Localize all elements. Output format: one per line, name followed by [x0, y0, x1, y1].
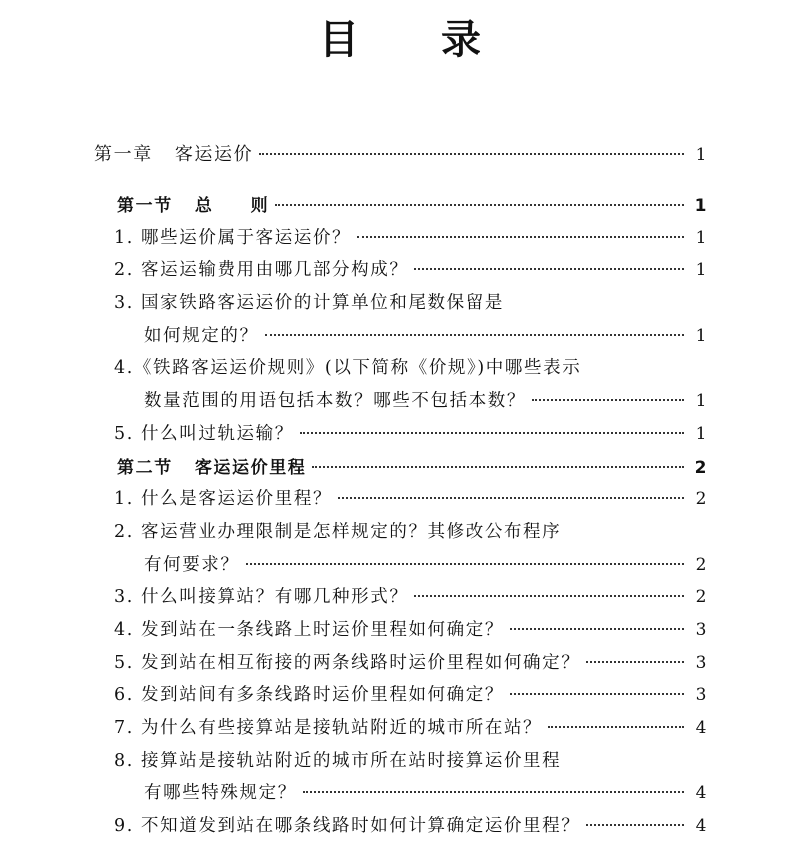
dot-leader — [510, 628, 684, 630]
toc-entry-q — [0, 747, 800, 780]
dot-leader — [414, 595, 684, 597]
dot-leader — [312, 466, 684, 468]
dot-leader — [275, 204, 684, 206]
toc-entry-q — [0, 518, 800, 551]
toc-entry-text: 客运运价里程 — [194, 457, 307, 478]
dot-leader — [259, 153, 684, 155]
toc-entry-q — [0, 616, 800, 649]
toc-page-number: 1 — [695, 391, 708, 412]
toc-page-number: 1 — [695, 423, 708, 444]
dot-leader — [357, 236, 684, 238]
toc-entry-text: 如何规定的？ — [144, 325, 259, 346]
dot-leader — [246, 563, 685, 565]
toc-entry-text: 1. 哪些运价属于客运运价？ — [114, 227, 352, 248]
toc-entry-text: 9. 不知道发到站在哪条线路时如何计算确定运价里程？ — [114, 816, 581, 837]
toc-entry-q — [0, 256, 800, 289]
toc-page-number: 2 — [695, 554, 708, 575]
dot-leader — [300, 432, 684, 434]
dot-leader — [586, 661, 684, 663]
toc-entry-text: 7. 为什么有些接算站是接轨站附近的城市所在站？ — [114, 718, 543, 738]
dot-leader — [338, 497, 684, 499]
toc-page-number: 4 — [695, 816, 708, 837]
dot-leader — [510, 693, 684, 695]
dot-leader — [303, 791, 684, 793]
page-title: 目 录 — [319, 17, 515, 63]
toc-entry-q — [0, 354, 800, 387]
toc-entry-number: 第一节 — [117, 196, 173, 216]
toc-entry-section — [0, 453, 800, 486]
dot-leader — [414, 268, 684, 270]
toc-entry-text: 1. 什么是客运运价里程？ — [114, 489, 333, 510]
toc-entry-text: 2. 客运运输费用由哪几部分构成？ — [114, 260, 409, 281]
toc-entry-cont — [0, 551, 800, 584]
toc-page-number: 1 — [695, 145, 708, 165]
dot-leader — [548, 726, 684, 728]
toc-entry-number: 第一章 — [94, 144, 153, 165]
dot-leader — [586, 824, 684, 826]
toc-page-number: 1 — [695, 260, 708, 281]
toc-page-number: 1 — [695, 325, 708, 346]
toc-entry-text: 有何要求？ — [144, 554, 240, 575]
toc-entry-q — [0, 649, 800, 682]
toc-page-number: 3 — [695, 619, 708, 640]
toc-entry-text: 客运运价 — [174, 144, 254, 165]
toc-entry-cont — [0, 322, 800, 355]
toc-entry-text: 3. 国家铁路客运运价的计算单位和尾数保留是 — [114, 293, 504, 314]
toc-entry-q — [0, 714, 800, 747]
toc-page-number: 4 — [695, 783, 708, 804]
toc-entry-text: 5. 发到站在相互衔接的两条线路时运价里程如何确定？ — [114, 652, 581, 673]
toc-entry-q — [0, 224, 800, 257]
toc-page-number: 3 — [695, 685, 708, 706]
toc-entry-text: 有哪些特殊规定？ — [144, 783, 297, 804]
toc-page-number: 2 — [695, 587, 708, 608]
toc-entry-q — [0, 812, 800, 845]
toc-page-number: 4 — [695, 718, 708, 738]
toc-entry-chapter — [0, 140, 800, 174]
toc-page-number: 1 — [695, 227, 708, 248]
toc-entry-cont — [0, 779, 800, 812]
toc-entry-cont — [0, 387, 800, 420]
toc-entry-text: 总 则 — [194, 196, 270, 216]
toc-page-number: 2 — [695, 489, 708, 510]
dot-leader — [265, 334, 684, 336]
toc-entry-text: 2. 客运营业办理限制是怎样规定的？其修改公布程序 — [114, 521, 562, 542]
toc-entry-text: 6. 发到站间有多条线路时运价里程如何确定？ — [114, 685, 504, 706]
toc-entry-text: 数量范围的用语包括本数？哪些不包括本数？ — [144, 391, 526, 412]
toc-entry-text: 4. 发到站在一条线路上时运价里程如何确定？ — [114, 619, 504, 640]
toc-entry-number: 第二节 — [117, 457, 173, 478]
toc-entry-q — [0, 420, 800, 453]
toc-entry-text: 4.《铁路客运运价规则》(以下简称《价规》)中哪些表示 — [114, 358, 582, 379]
toc-entry-text: 5. 什么叫过轨运输？ — [114, 423, 294, 444]
toc-entry-q — [0, 681, 800, 714]
toc-page-number: 3 — [695, 652, 708, 673]
table-of-contents — [0, 140, 800, 845]
toc-entry-q — [0, 485, 800, 518]
toc-entry-text: 8. 接算站是接轨站附近的城市所在站时接算运价里程 — [114, 750, 562, 771]
toc-entry-text: 3. 什么叫接算站？有哪几种形式？ — [114, 587, 409, 608]
dot-leader — [532, 399, 684, 401]
toc-entry-q — [0, 289, 800, 322]
toc-entry-q — [0, 583, 800, 616]
toc-page-number: 2 — [694, 457, 708, 478]
toc-page-number: 1 — [694, 196, 708, 216]
toc-entry-section — [0, 191, 800, 224]
